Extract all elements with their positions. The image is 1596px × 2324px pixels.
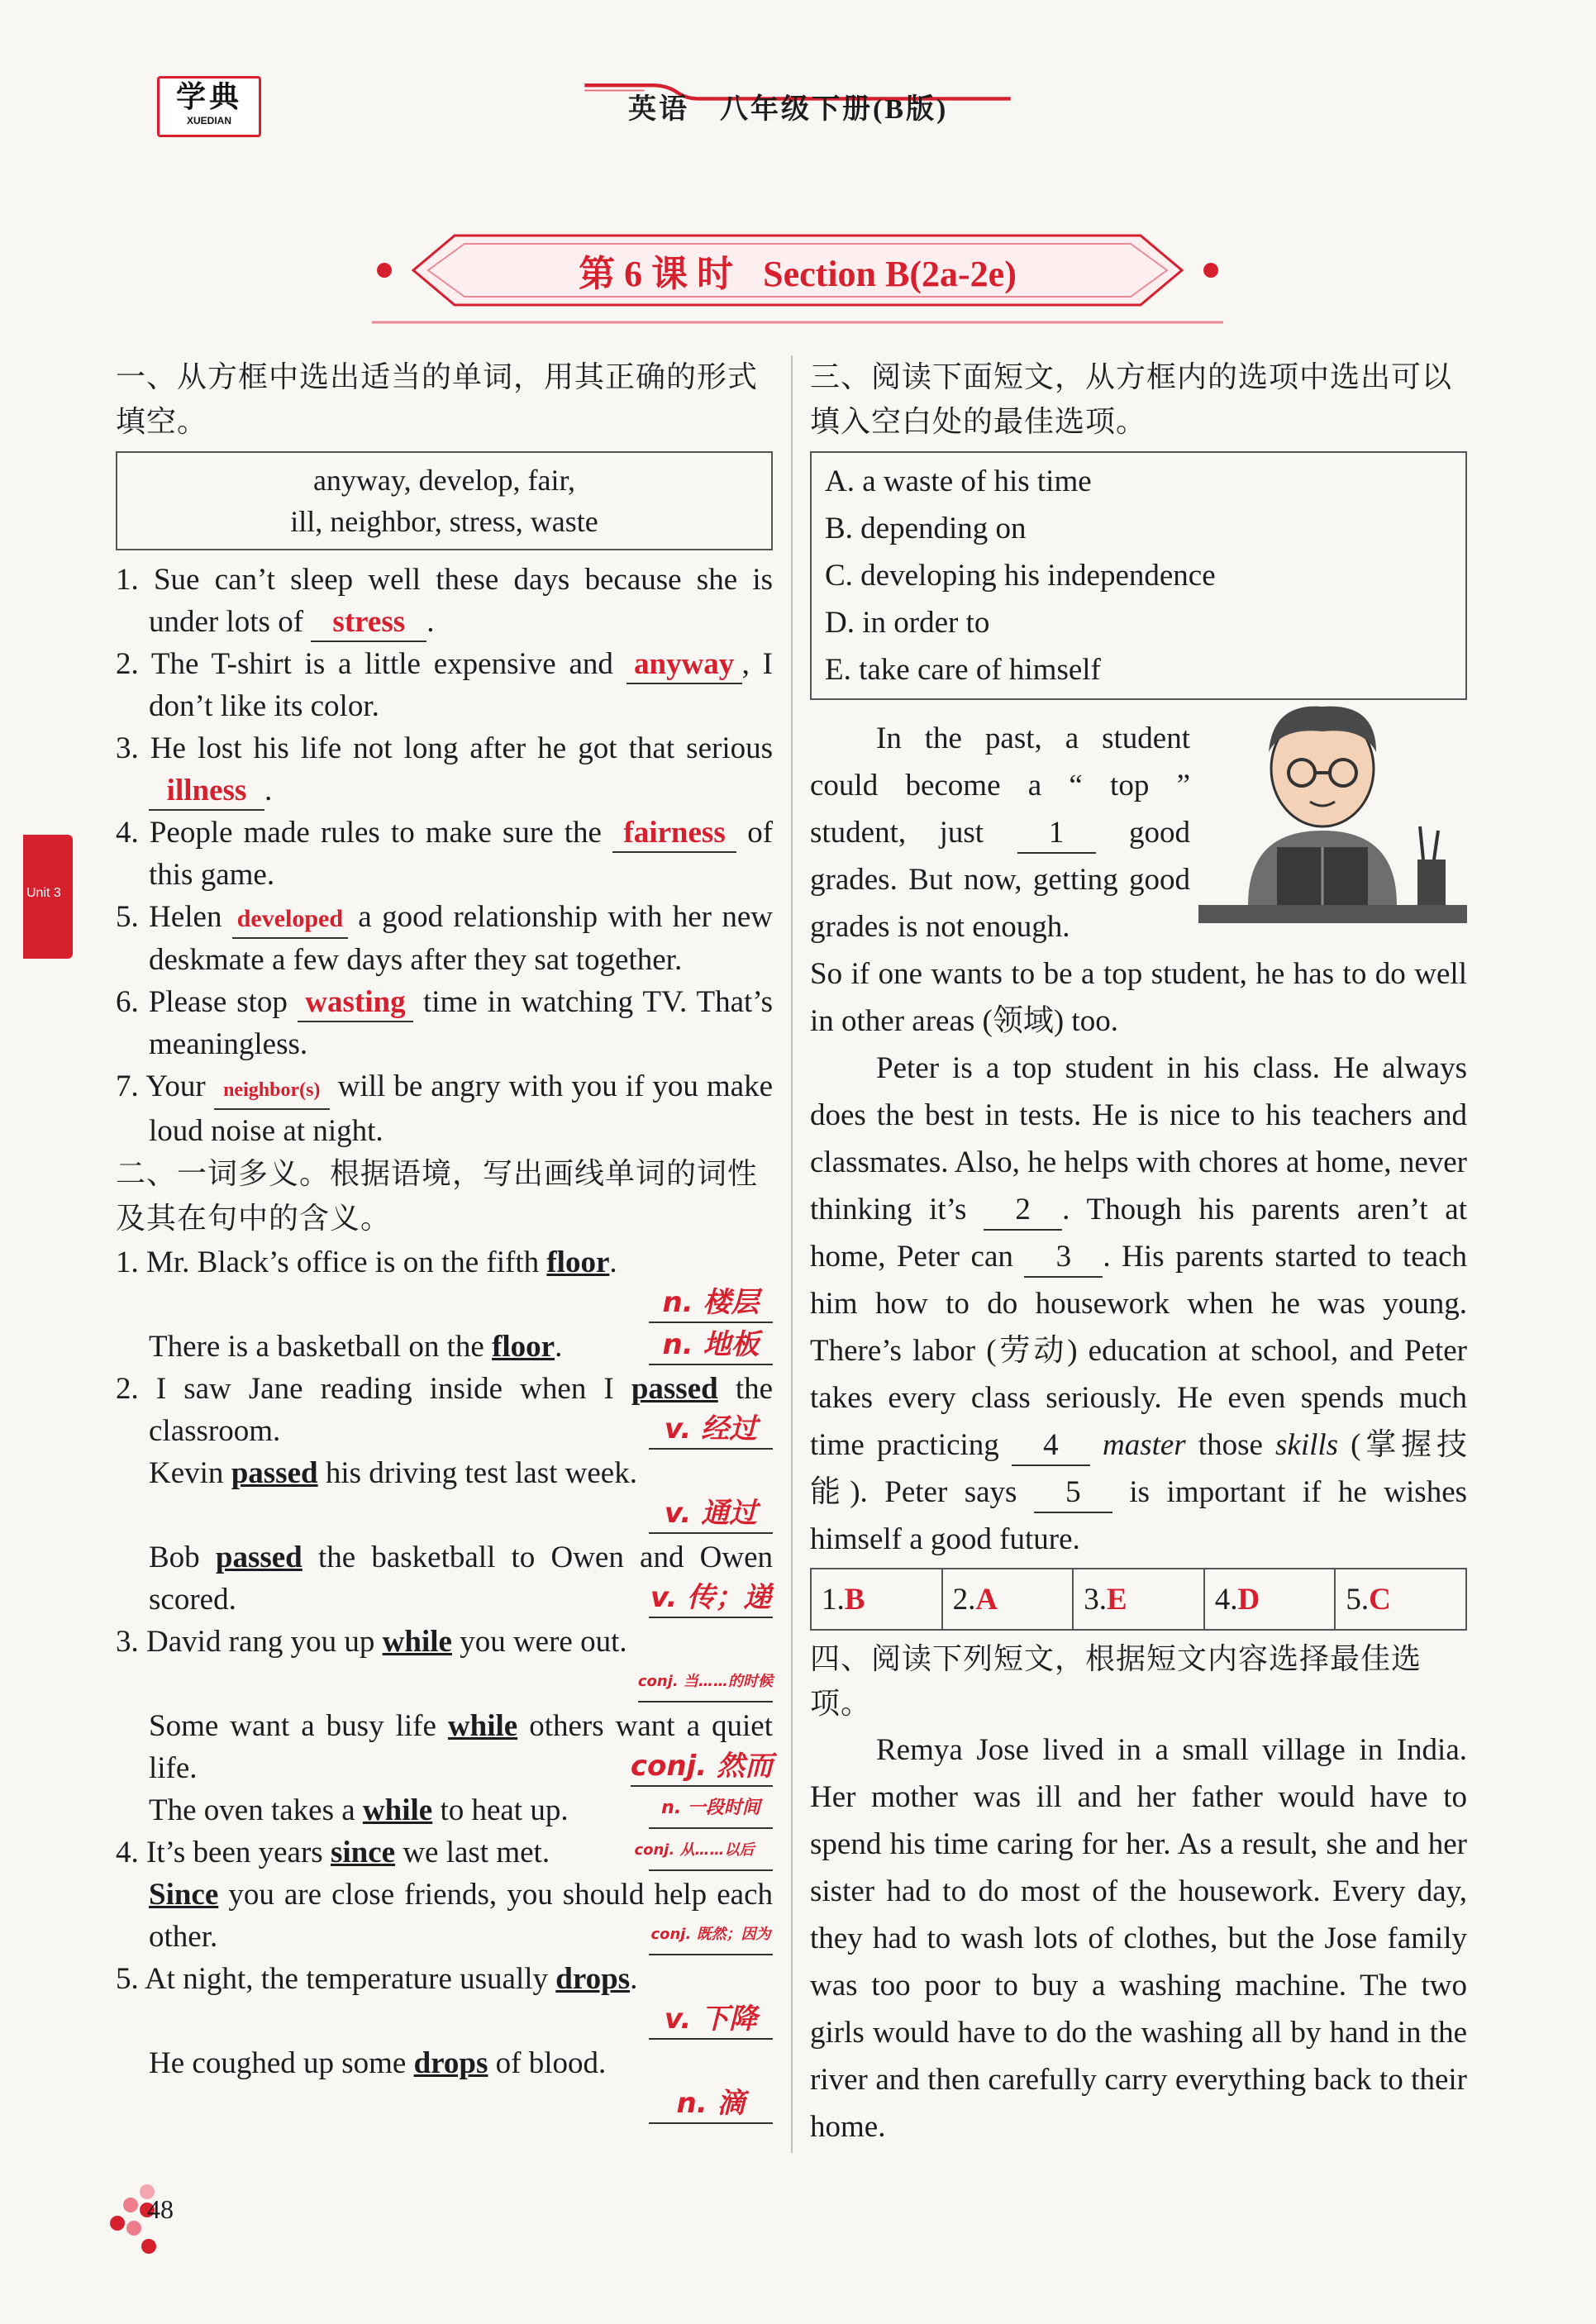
q4-text-b: of this game.	[149, 816, 774, 892]
answer-blank-3: illness	[149, 773, 264, 811]
para2-text-c: . His parents started to teach him how to do housework when he was young. There’s labor (劳动) education at school, and Peter takes every class seriously. He even spends much time practicing	[810, 1240, 1467, 1462]
item11-pos-line	[116, 2000, 773, 2042]
item2-text: There is a basketball on the	[149, 1330, 484, 1364]
item12-word: drops	[413, 2046, 488, 2080]
item11-word: drops	[555, 1962, 631, 1996]
item4-pos-line	[116, 1494, 773, 1536]
answer-value-4: D	[1237, 1582, 1260, 1617]
para2-text-d: (掌握技能). Peter says	[810, 1428, 1467, 1509]
question-3	[116, 727, 773, 812]
item7-text: Some want a busy life	[149, 1709, 436, 1743]
item11-pos: v. 下降	[649, 2000, 773, 2040]
item10-word: Since	[149, 1878, 219, 1912]
right-column	[810, 355, 1467, 2150]
polysemy-item-4	[116, 1452, 773, 1494]
answer-blank-4: fairness	[612, 815, 736, 853]
polysemy-item-6	[116, 1621, 773, 1663]
question-7	[116, 1065, 773, 1152]
passage3-para1-rest: So if one wants to be a top student, he has to do well in other areas (领域) too.	[810, 957, 1467, 1038]
para2-text-b: . Though his parents aren’t at home, Peter can	[810, 1193, 1468, 1274]
q4-text-a: 4. People made rules to make sure the	[116, 816, 602, 850]
item6-text: 3. David rang you up	[116, 1625, 375, 1659]
item5-end: the basketball to Owen and Owen scored.	[149, 1541, 774, 1617]
answer-blank-7: neighbor(s)	[214, 1072, 330, 1110]
answer-cell-2	[942, 1569, 1074, 1630]
item6-pos-line	[116, 1663, 773, 1705]
answer-value-2: A	[975, 1582, 998, 1617]
question-1	[116, 559, 773, 643]
item7-pos-line	[116, 1747, 773, 1789]
left-column	[116, 355, 773, 2126]
answer-num-5: 5.	[1346, 1582, 1370, 1617]
q3-text-b: .	[264, 774, 273, 807]
q1-text-a: 1. Sue can’t sleep well these days because she is under lots of	[116, 563, 773, 639]
column-divider	[791, 355, 793, 2153]
student-reading-illustration	[1198, 694, 1467, 926]
lesson-banner	[372, 219, 1223, 326]
item5-text: Bob	[149, 1541, 200, 1574]
part4-title: 四、阅读下列短文，根据短文内容选择最佳选项。	[810, 1642, 1422, 1721]
q1-text-b: .	[426, 605, 435, 639]
option-c: C. developing his independence	[825, 559, 1216, 593]
item9-text: 4. It’s been years	[116, 1836, 323, 1869]
item1-text: 1. Mr. Black’s office is on the fifth	[116, 1245, 540, 1279]
passage4-para1: Remya Jose lived in a small village in India. Her mother was ill and her father would have to spend his time caring for her. As a result, she and her sister had to do most of the housework. Every day, they had to wash lots of clothes, but the Jose family was too poor to buy a washing machine. The two girls would have to do the washing all by hand in the river and then carefully carry everything back to their home.	[810, 1733, 1467, 2144]
question-2	[116, 643, 773, 727]
option-b: B. depending on	[825, 512, 1027, 545]
item9-end: we last met.	[403, 1836, 550, 1869]
item8-pos: n. 一段时间	[649, 1789, 773, 1829]
item11-text: 5. At night, the temperature usually	[116, 1962, 549, 1996]
item8-text: The oven takes a	[149, 1793, 355, 1827]
q5-text-a: 5. Helen	[116, 900, 222, 934]
q6-text-a: 6. Please stop	[116, 985, 288, 1019]
q7-text-a: 7. Your	[116, 1069, 206, 1103]
item5-pos: v. 传；递	[649, 1579, 773, 1618]
item3-pos: v. 经过	[649, 1410, 773, 1450]
q2-text-b: , I don’t like its color.	[149, 647, 773, 723]
option-e: E. take care of himself	[825, 653, 1101, 687]
question-5	[116, 896, 773, 981]
item9-word: since	[330, 1836, 396, 1869]
item10-text: you are close friends, you should help each other.	[149, 1878, 773, 1954]
question-6	[116, 981, 773, 1065]
option-d: D. in order to	[825, 606, 990, 640]
logo-chinese: 学典	[175, 80, 242, 113]
page-header	[0, 0, 1596, 165]
blank-4: 4	[1012, 1426, 1090, 1466]
q6-text-b: time in watching TV. That’s meaningless.	[149, 985, 774, 1061]
item3-word: passed	[631, 1372, 718, 1406]
item12-text: He coughed up some	[149, 2046, 407, 2080]
page-number: 48	[147, 2194, 174, 2224]
item1-pos: n. 楼层	[649, 1283, 773, 1323]
item11-end: .	[630, 1962, 638, 1996]
answer-cell-3	[1073, 1569, 1204, 1630]
para1-text-b: good grades. But now, getting good grades is not enough.	[810, 816, 1190, 944]
item6-word: while	[382, 1625, 452, 1659]
item4-text: Kevin	[149, 1456, 224, 1490]
item4-end: his driving test last week.	[325, 1456, 637, 1490]
answer-blank-2: anyway	[626, 646, 742, 684]
blank-5: 5	[1034, 1474, 1112, 1513]
publisher-logo	[157, 76, 261, 137]
item2-word: floor	[492, 1330, 555, 1364]
answer-table	[810, 1568, 1467, 1631]
item1-pos-line	[116, 1283, 773, 1326]
answer-blank-5: developed	[232, 901, 348, 939]
answer-num-2: 2.	[952, 1582, 976, 1617]
item12-pos: n. 滴	[649, 2084, 773, 2124]
polysemy-item-11	[116, 1958, 773, 2000]
answer-blank-1: stress	[311, 604, 426, 642]
polysemy-item-9	[116, 1831, 773, 1874]
question-4	[116, 812, 773, 896]
part1-title: 一、从方框中选出适当的单词，用其正确的形式填空。	[116, 360, 759, 439]
para2-text-e: is important if he wishes himself a good future.	[810, 1475, 1468, 1556]
lesson-number: 第 6 课 时	[579, 254, 734, 294]
item7-end: others want a quiet life.	[149, 1709, 773, 1785]
word-bank-line2: ill, neighbor, stress, waste	[290, 505, 598, 538]
q3-text-a: 3. He lost his life not long after he got that serious	[116, 731, 773, 765]
q7-text-b: will be angry with you if you make loud noise at night.	[149, 1069, 774, 1148]
unit-side-tab	[23, 835, 73, 959]
q5-text-b: a good relationship with her new deskmate a few days after they sat together.	[149, 900, 773, 977]
word-bank-box	[116, 451, 773, 550]
q2-text-a: 2. The T-shirt is a little expensive and	[116, 647, 613, 681]
lesson-title	[372, 244, 1223, 297]
passage3-para1-part	[810, 715, 1190, 950]
para2-text-a: Peter is a top student in his class. He always does the best in tests. He is nice to his teachers and classmates. Also, he helps with chores at home, never thinking it’s	[810, 1051, 1467, 1226]
item7-word: while	[447, 1709, 518, 1743]
unit-label: Unit 3	[26, 886, 61, 900]
blank-1: 1	[1017, 814, 1096, 854]
item2-end: .	[555, 1330, 563, 1364]
polysemy-item-1	[116, 1241, 773, 1283]
item5-word: passed	[215, 1541, 303, 1574]
polysemy-item-2	[116, 1326, 773, 1368]
para2-italic-skills: skills	[1275, 1428, 1339, 1462]
para2-italic-master: master	[1102, 1428, 1186, 1462]
item1-end: .	[609, 1245, 617, 1279]
options-box	[810, 451, 1467, 700]
item6-pos: conj. 当……的时候	[638, 1663, 773, 1703]
book-title: 英语 八年级下册(B版)	[628, 94, 949, 125]
word-bank-line1: anyway, develop, fair,	[312, 464, 576, 497]
item8-word: while	[362, 1793, 433, 1827]
item9-pos: conj. 从……以后	[649, 1831, 773, 1871]
item3-text: 2. I saw Jane reading inside when I	[116, 1372, 614, 1406]
para1-text-a: In the past, a student could become a “ top ” student, just	[810, 721, 1190, 850]
answer-value-5: C	[1369, 1582, 1391, 1617]
blank-3: 3	[1024, 1238, 1103, 1278]
polysemy-item-8	[116, 1789, 773, 1831]
answer-value-1: B	[844, 1582, 865, 1617]
passage3-para2	[810, 1045, 1467, 1563]
answer-value-3: E	[1106, 1582, 1127, 1617]
section-label: Section B(2a-2e)	[763, 254, 1017, 294]
part2-title: 二、一词多义。根据语境，写出画线单词的词性及其在句中的含义。	[116, 1157, 759, 1236]
answer-num-4: 4.	[1214, 1582, 1238, 1617]
item3-end: the classroom.	[149, 1372, 774, 1448]
item8-end: to heat up.	[440, 1793, 569, 1827]
item12-end: of blood.	[495, 2046, 607, 2080]
answer-num-1: 1.	[822, 1582, 845, 1617]
part3-title: 三、阅读下面短文，从方框内的选项中选出可以填入空白处的最佳选项。	[810, 360, 1453, 439]
item4-word: passed	[231, 1456, 318, 1490]
blank-2: 2	[984, 1191, 1062, 1231]
answer-cell-4	[1204, 1569, 1336, 1630]
item2-pos: n. 地板	[649, 1326, 773, 1365]
logo-english: XUEDIAN	[186, 115, 231, 126]
item12-pos-line	[116, 2084, 773, 2126]
answer-num-3: 3.	[1084, 1582, 1107, 1617]
item6-end: you were out.	[460, 1625, 627, 1659]
option-a: A. a waste of his time	[825, 464, 1092, 498]
polysemy-item-12	[116, 2042, 773, 2084]
answer-cell-5	[1335, 1569, 1466, 1630]
answer-blank-6: wasting	[298, 984, 413, 1022]
para2-text-those: those	[1198, 1428, 1263, 1462]
answer-cell-1	[811, 1569, 942, 1630]
item4-pos: v. 通过	[649, 1494, 773, 1534]
item7-pos: conj. 然而	[631, 1747, 773, 1787]
answer-row	[811, 1569, 1466, 1630]
item10-pos: conj. 既然；因为	[649, 1916, 773, 1955]
item1-word: floor	[546, 1245, 610, 1279]
